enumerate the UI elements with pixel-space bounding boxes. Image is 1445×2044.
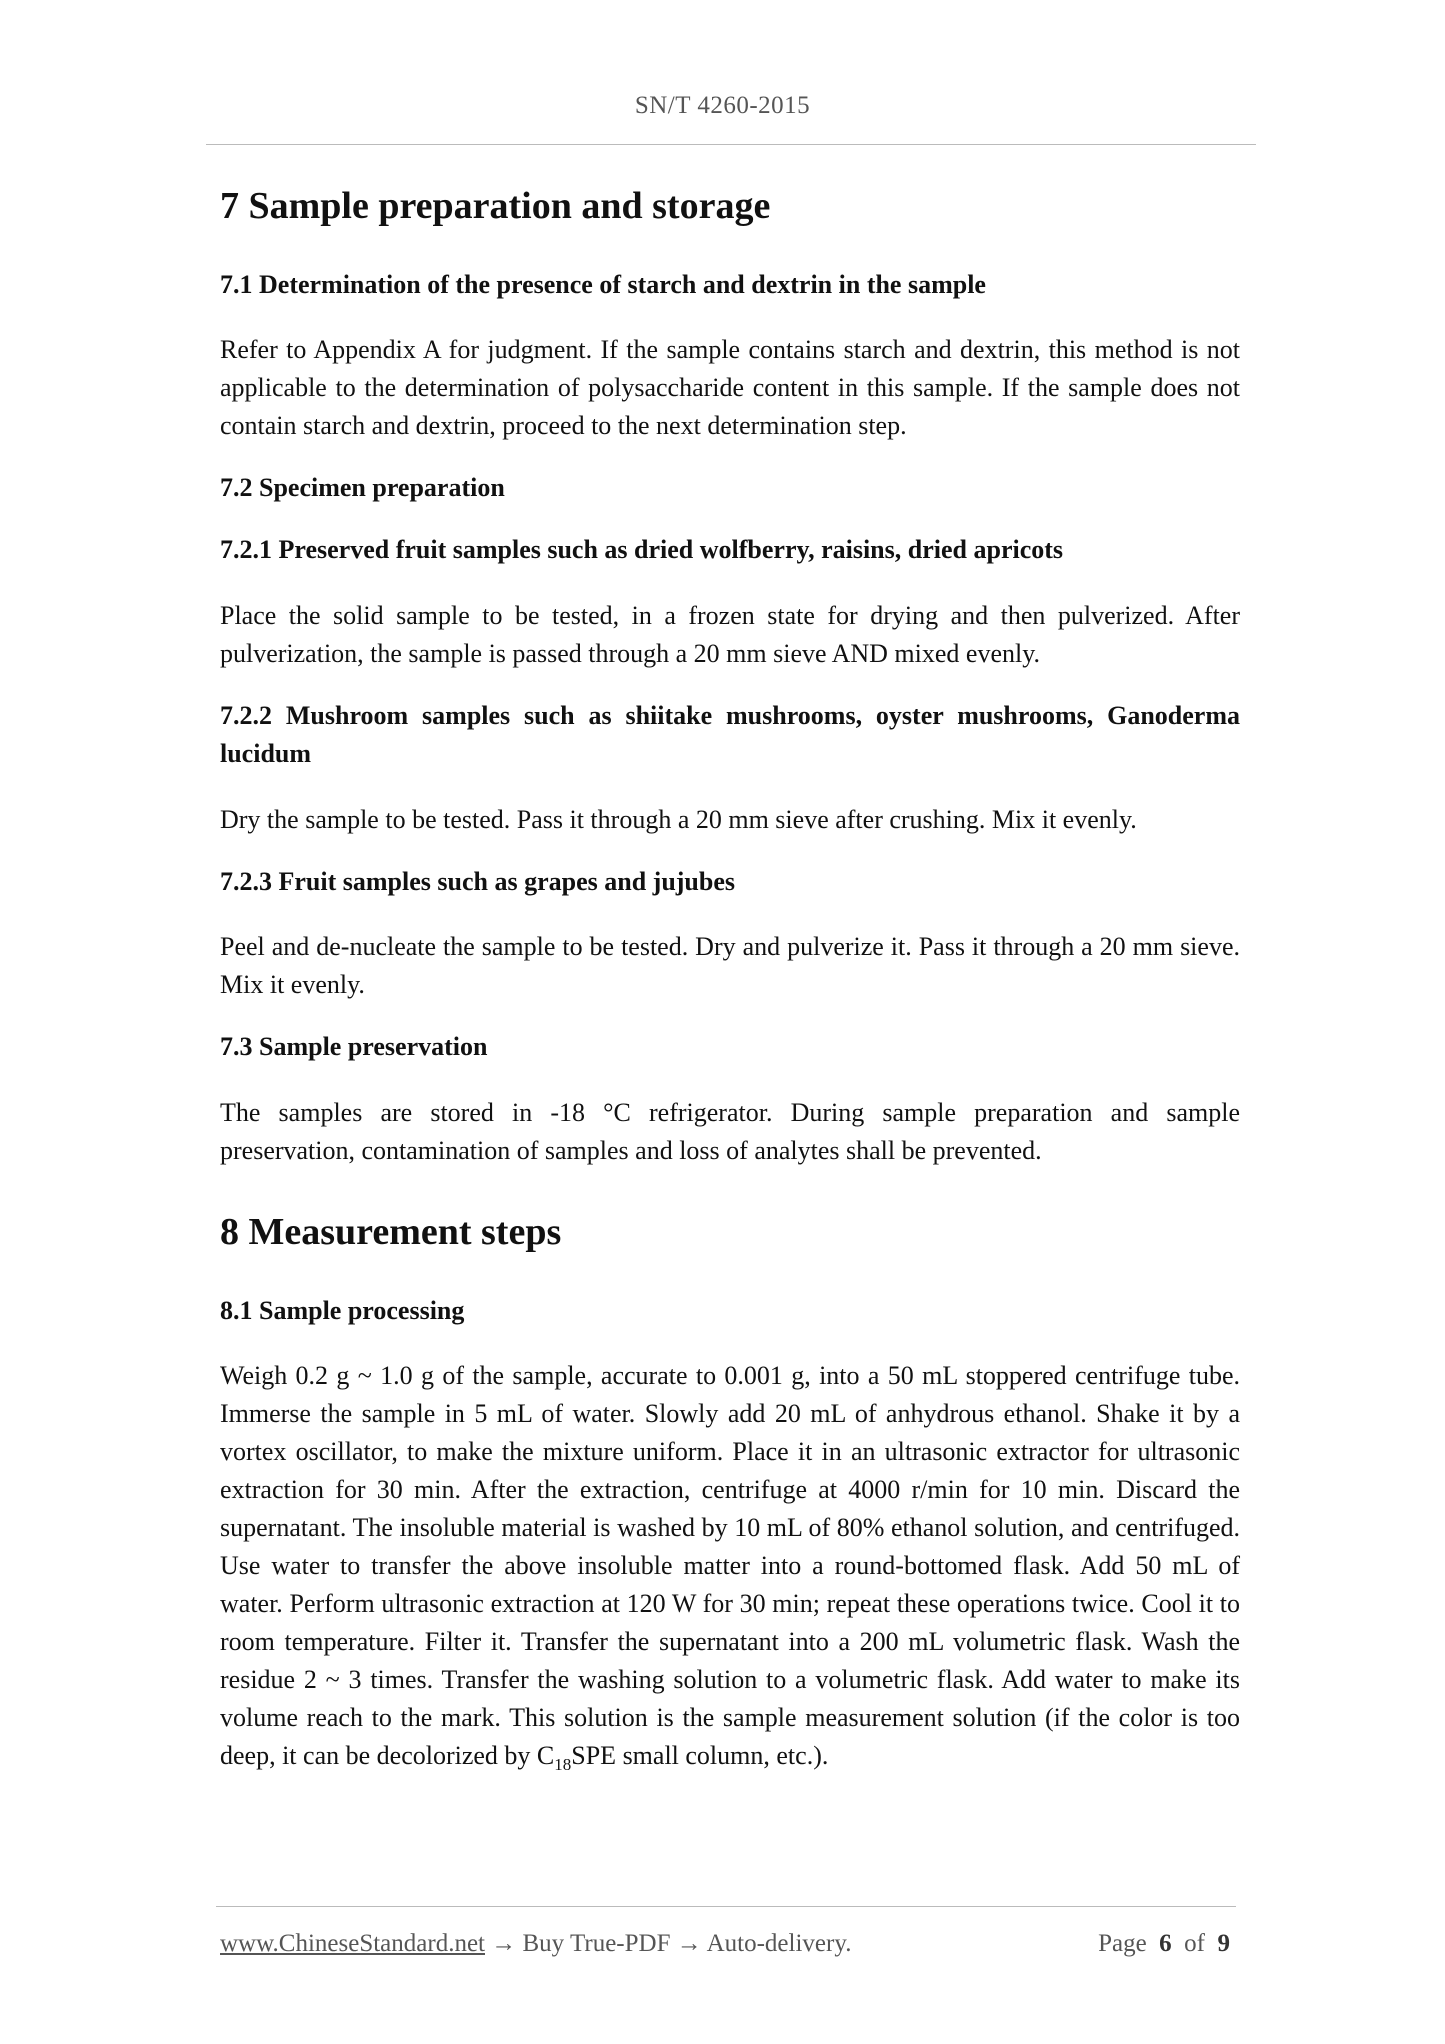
section-7-2-3-text: Peel and de-nucleate the sample to be tested. Dry and pulverize it. Pass it through a 20 mm sieve. Mix it evenly.	[220, 932, 1240, 1000]
section-8-1-heading: 8.1 Sample processing	[220, 1295, 465, 1325]
section-7-2-3-heading: 7.2.3 Fruit samples such as grapes and jujubes	[220, 866, 736, 896]
section-7-3-heading: 7.3 Sample preservation	[220, 1032, 488, 1062]
buy-true-pdf-text: Buy True-PDF	[522, 1930, 671, 1957]
section-8-1-text-main: Weigh 0.2 g ~ 1.0 g of the sample, accurate to 0.001 g, into a 50 mL stoppered centrifuge tube. Immerse the sample in 5 mL of water. Slowly add 20 mL of anhydrous ethanol. Shake it by a vortex oscillator, to make the mixture uniform. Place it in an ultrasonic extractor for ultrasonic extraction for 30 min. After the extraction, centrifuge at 4000 r/min for 10 min. Discard the supernatant. The insoluble material is washed by 10 mL of 80% ethanol solution, and centrifuged. Use water to transfer the above insoluble matter into a round-bottomed flask. Add 50 mL of water. Perform ultrasonic extraction at 120 W for 30 min; repeat these operations twice. Cool it to room temperature. Filter it. Transfer the supernatant into a 200 mL volumetric flask. Wash the residue 2 ~ 3 times. Transfer the washing solution to a volumetric flask. Add water to make its volume reach to the mark. This solution is the sample measurement solution (if the color is too deep, it can be decolorized by C	[220, 1361, 1240, 1771]
section-7-heading: 7 Sample preparation and storage	[220, 185, 771, 227]
section-8-1-text	[220, 1357, 1240, 1784]
footer-left	[220, 1930, 851, 1958]
arrow-icon: →	[491, 1930, 517, 1957]
section-7-2-2-text: Dry the sample to be tested. Pass it through a 20 mm sieve after crushing. Mix it evenly.	[220, 804, 1137, 834]
auto-delivery-text: Auto-delivery.	[706, 1930, 852, 1957]
section-7-1-heading: 7.1 Determination of the presence of starch and dextrin in the sample	[220, 269, 986, 299]
total-pages: 9	[1217, 1930, 1230, 1957]
page-number	[1098, 1930, 1230, 1958]
arrow-icon: →	[676, 1930, 702, 1957]
subscript-18: 18	[554, 1755, 572, 1775]
section-7-2-1-text: Place the solid sample to be tested, in a frozen state for drying and then pulverized. After pulverization, the sample is passed through a 20 mm sieve AND mixed evenly.	[220, 600, 1240, 668]
section-7-3-text: The samples are stored in -18 °C refrigerator. During sample preparation and sample preservation, contamination of samples and loss of analytes shall be prevented.	[220, 1098, 1240, 1166]
section-7-1-text: Refer to Appendix A for judgment. If the sample contains starch and dextrin, this method is not applicable to the determination of polysaccharide content in this sample. If the sample does not contain starch and dextrin, proceed to the next determination step.	[220, 335, 1240, 441]
section-7-2-2-heading: 7.2.2 Mushroom samples such as shiitake mushrooms, oyster mushrooms, Ganoderma lucidum	[220, 700, 1240, 768]
footer-rule	[216, 1906, 1236, 1907]
section-8-1-text-end: SPE small column, etc.).	[571, 1741, 829, 1771]
header-rule	[206, 144, 1256, 145]
page-label: Page	[1098, 1930, 1147, 1957]
website-link[interactable]: www.ChineseStandard.net	[220, 1930, 485, 1957]
section-7-2-1-heading: 7.2.1 Preserved fruit samples such as dried wolfberry, raisins, dried apricots	[220, 534, 1064, 564]
section-8-heading: 8 Measurement steps	[220, 1211, 562, 1254]
of-label: of	[1184, 1930, 1205, 1957]
current-page: 6	[1159, 1930, 1172, 1957]
section-7-2-heading: 7.2 Specimen preparation	[220, 473, 505, 503]
running-header: SN/T 4260-2015	[634, 92, 811, 119]
page-content	[220, 184, 1240, 1785]
